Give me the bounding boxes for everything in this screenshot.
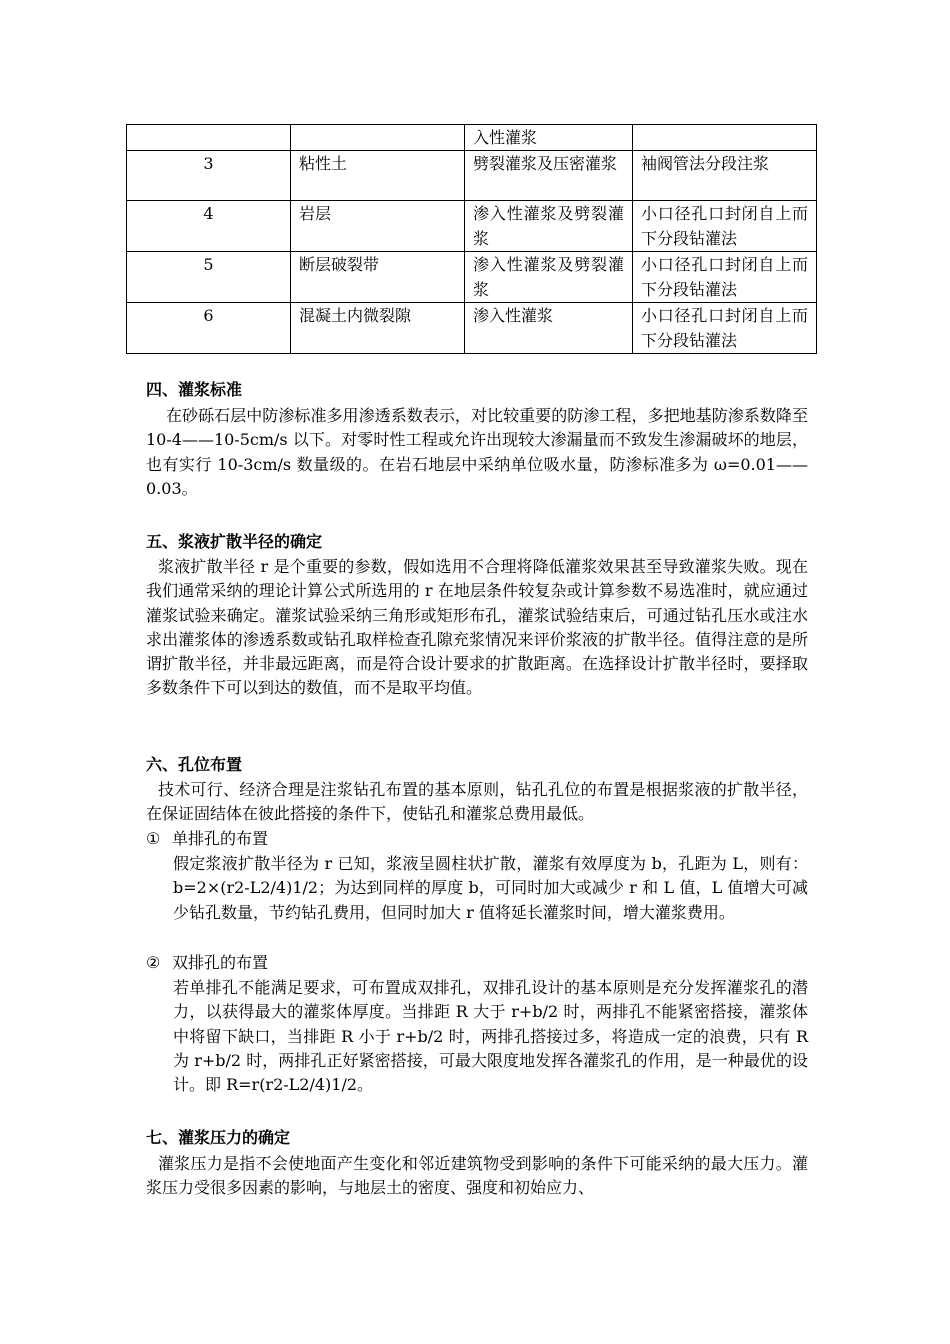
table-cell-no <box>127 125 291 151</box>
table-cell-stratum: 粘性土 <box>291 151 465 201</box>
item-title: 单排孔的布置 <box>172 829 269 848</box>
table-row <box>127 151 817 201</box>
item-title: 双排孔的布置 <box>172 953 269 972</box>
table-cell-technique: 小口径孔口封闭自上而下分段钻灌法 <box>633 252 817 303</box>
section-5-heading: 五、浆液扩散半径的确定 <box>146 532 323 551</box>
section-7-body: 灌浆压力是指不会使地面产生变化和邻近建筑物受到影响的条件下可能采纳的最大压力。灌浆压力受很多因素的影响，与地层土的密度、强度和初始应力、 <box>146 1154 808 1198</box>
table-cell-stratum: 断层破裂带 <box>291 252 465 303</box>
table-row <box>127 252 817 303</box>
table-cell-no: 3 <box>127 151 291 201</box>
table-cell-stratum: 岩层 <box>291 201 465 252</box>
single-row-body: 假定浆液扩散半径为 r 已知，浆液呈圆柱状扩散，灌浆有效厚度为 b，孔距为 L，则有：b=2×(r2-L2/4)1/2；为达到同样的厚度 b，可同时加大或减少 r 和 L 值，L 值增大可减少钻孔数量，节约钻孔费用，但同时加大 r 值将延长灌浆时间，增大灌浆费用。 <box>173 854 808 922</box>
section-4-body: 在砂砾石层中防渗标准多用渗透系数表示，对比较重要的防渗工程，多把地基防渗系数降至 10-4——10-5cm/s 以下。对零时性工程或允许出现较大渗漏量而不致发生渗漏破坏的地层，也有实行 10-3cm/s 数量级的。在岩石地层中采纳单位吸水量，防渗标准多为 ω=0.01——0.03。 <box>146 406 808 498</box>
section-7-heading: 七、灌浆压力的确定 <box>146 1128 291 1147</box>
list-item-double-row <box>146 951 268 975</box>
table-row <box>127 201 817 252</box>
double-row-body: 若单排孔不能满足要求，可布置成双排孔，双排孔设计的基本原则是充分发挥灌浆孔的潜力，以获得最大的灌浆体厚度。当排距 R 大于 r+b/2 时，两排孔不能紧密搭接，灌浆体中将留下缺口，当排距 R 小于 r+b/2 时，两排孔搭接过多，将造成一定的浪费，只有 R 为 r+b/2 时，两排孔正好紧密搭接，可最大限度地发挥各灌浆孔的作用，是一种最优的设计。即 R=r(r2-L2/4)1/2。 <box>173 978 808 1095</box>
table-cell-no: 4 <box>127 201 291 252</box>
table-cell-method: 入性灌浆 <box>465 125 633 151</box>
table-row <box>127 125 817 151</box>
section-6-heading: 六、孔位布置 <box>146 755 243 774</box>
list-item-single-row <box>146 827 268 851</box>
table-cell-technique: 小口径孔口封闭自上而下分段钻灌法 <box>633 303 817 354</box>
section-4-heading: 四、灌浆标准 <box>146 380 243 399</box>
table-cell-method: 渗入性灌浆及劈裂灌浆 <box>465 201 633 252</box>
section-6-body: 技术可行、经济合理是注浆钻孔布置的基本原则，钻孔孔位的布置是根据浆液的扩散半径，在保证固结体在彼此搭接的条件下，使钻孔和灌浆总费用最低。 <box>146 780 808 824</box>
table-cell-technique: 小口径孔口封闭自上而下分段钻灌法 <box>633 201 817 252</box>
table-cell-method: 劈裂灌浆及压密灌浆 <box>465 151 633 201</box>
grouting-method-table <box>126 124 817 354</box>
table-cell-stratum: 混凝土内微裂隙 <box>291 303 465 354</box>
table-row <box>127 303 817 354</box>
section-5-body: 浆液扩散半径 r 是个重要的参数，假如选用不合理将降低灌浆效果甚至导致灌浆失败。现在我们通常采纳的理论计算公式所选用的 r 在地层条件较复杂或计算参数不易选准时，就应通过灌浆试验来确定。灌浆试验采纳三角形或矩形布孔，灌浆试验结束后，可通过钻孔压水或注水求出灌浆体的渗透系数或钻孔取样检查孔隙充浆情况来评价浆液的扩散半径。值得注意的是所谓扩散半径，并非最远距离，而是符合设计要求的扩散距离。在选择设计扩散半径时，要择取多数条件下可以到达的数值，而不是取平均值。 <box>146 557 808 698</box>
table-cell-method: 渗入性灌浆 <box>465 303 633 354</box>
table-cell-no: 5 <box>127 252 291 303</box>
item-marker: ② <box>146 953 161 972</box>
table-cell-stratum <box>291 125 465 151</box>
table-cell-method: 渗入性灌浆及劈裂灌浆 <box>465 252 633 303</box>
table-cell-no: 6 <box>127 303 291 354</box>
table-cell-technique: 袖阀管法分段注浆 <box>633 151 817 201</box>
table-cell-technique <box>633 125 817 151</box>
item-marker: ① <box>146 829 161 848</box>
